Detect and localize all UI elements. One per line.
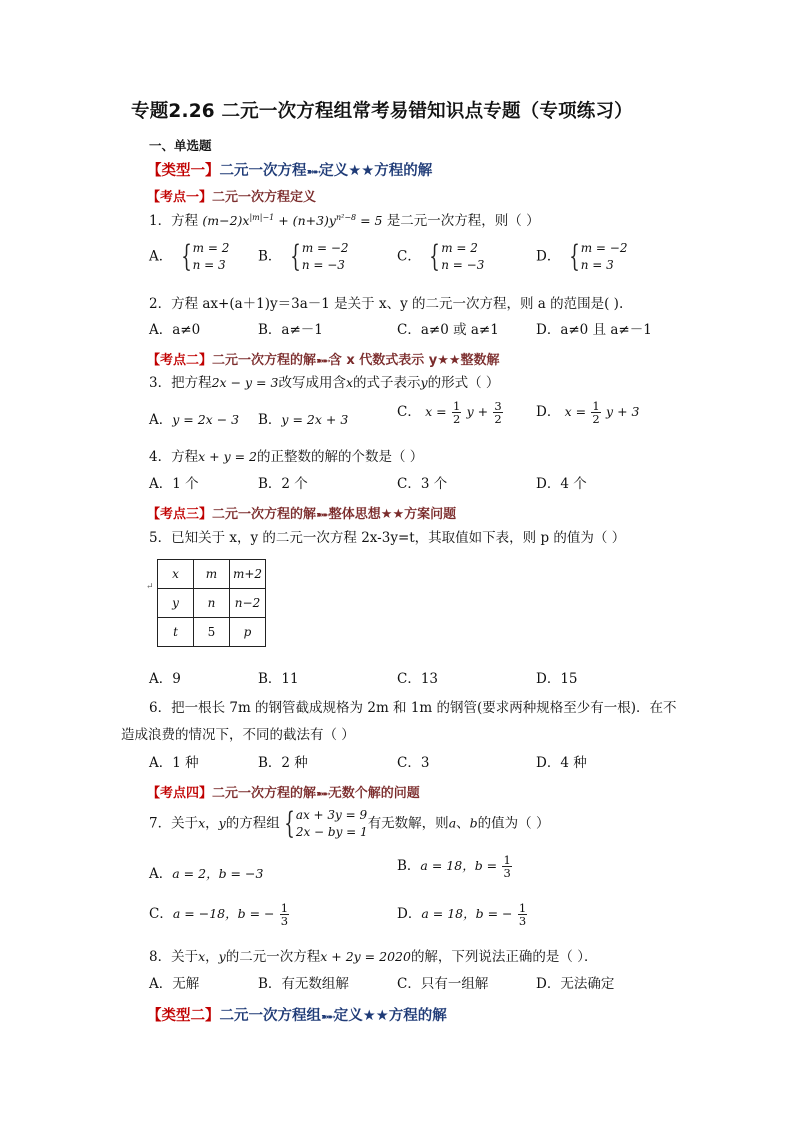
q6-option-a[interactable]: A．1 种 — [149, 755, 199, 771]
q3-option-d[interactable] — [536, 400, 639, 425]
q6-option-b[interactable]: B．2 种 — [258, 755, 308, 771]
equation-system: { m = −2 n = 3 — [568, 239, 628, 274]
q8-option-a[interactable]: A．无解 — [149, 976, 200, 992]
q5-option-a[interactable]: A．9 — [149, 671, 181, 687]
type-heading-1 — [147, 159, 432, 180]
table-row — [158, 589, 266, 618]
type-bracket: 【类型二】 — [147, 1008, 220, 1024]
type-heading-2 — [147, 1004, 447, 1025]
option-letter: B． — [258, 248, 282, 265]
point-rest: 含 x 代数式表示 y★★整数解 — [328, 353, 500, 368]
system-row-1: m = 2 — [441, 241, 478, 255]
system-row-2: n = −3 — [301, 258, 345, 272]
table-row — [158, 560, 266, 589]
page-title: 专题2.26 二元一次方程组常考易错知识点专题（专项练习） — [131, 101, 633, 122]
q8-stem-a: 8．关于 — [149, 949, 199, 965]
q1-expression: $(m-2)x^{|m|-1} + (n+3)y^{n^2-8} = 5$ — [202, 212, 383, 228]
fraction-denominator: 3 — [280, 914, 289, 928]
fraction — [452, 400, 461, 425]
option-expression: a = 2，b = −3 — [172, 866, 264, 881]
fraction-denominator: 2 — [592, 412, 600, 426]
q4-option-a[interactable]: A．1 个 — [149, 476, 199, 492]
point-label: 二元一次方程定义 — [212, 190, 317, 205]
type-rest: 定义★★方程的解 — [333, 1008, 447, 1024]
arrow-icon: ➽➼ — [321, 1012, 334, 1023]
q7-stem-a: 7．关于 — [149, 815, 199, 832]
q1-stem-a: 1．方程 — [149, 213, 199, 229]
fraction-numerator: 1 — [503, 853, 511, 867]
option-letter: B． — [397, 858, 421, 874]
point-heading-2 — [147, 349, 500, 368]
option-expression: x = — [425, 404, 447, 419]
table-cell: t — [158, 618, 194, 647]
type-bracket: 【类型一】 — [147, 163, 220, 179]
system-row-2: n = −3 — [441, 258, 485, 272]
q2-option-a[interactable]: A．a≠0 — [149, 322, 201, 338]
q7-option-b[interactable] — [397, 854, 513, 879]
q6-option-c[interactable]: C．3 — [397, 755, 430, 771]
q3-option-a[interactable] — [149, 408, 239, 428]
arrow-icon: ➽➼ — [316, 356, 329, 367]
fraction — [502, 854, 511, 879]
option-letter: A． — [149, 412, 173, 428]
q7-sep: ， — [205, 815, 219, 832]
fraction-numerator: 3 — [494, 399, 502, 413]
q1-option-c[interactable] — [397, 240, 484, 274]
q8-stem-c: 的解，下列说法正确的是（ ）． — [410, 949, 598, 965]
option-expression: y + — [466, 404, 489, 419]
system-row-2: 2x − by = 1 — [295, 825, 368, 839]
table-row — [158, 618, 266, 647]
q7-option-d[interactable] — [397, 902, 528, 927]
arrow-icon: ➽➼ — [306, 167, 320, 178]
arrow-icon: ➽➼ — [316, 789, 329, 800]
system-row-1: m = −2 — [301, 241, 349, 255]
q1-option-d[interactable] — [536, 240, 627, 274]
option-letter: C． — [397, 404, 421, 420]
equation-system: { m = −2 n = −3 — [290, 239, 349, 274]
point-heading-3 — [147, 503, 456, 522]
system-row-1: ax + 3y = 9 — [295, 808, 368, 822]
point-bracket: 【考点二】 — [147, 353, 213, 368]
point-label: 二元一次方程的解 — [212, 353, 317, 368]
point-bracket: 【考点一】 — [147, 190, 213, 205]
q2-option-b[interactable]: B．a≠－1 — [258, 322, 323, 338]
option-expression: a = 18，b = − — [421, 906, 513, 921]
option-expression: a = 18，b = — [420, 858, 498, 873]
q3-stem-d: 的形式（ ） — [427, 375, 500, 391]
q7-var-a: a — [448, 815, 457, 831]
q4-stem-b: 的正整数的解的个数是（ ） — [257, 449, 424, 465]
point-rest: 整体思想★★方案问题 — [328, 507, 457, 522]
option-letter: D． — [397, 906, 422, 922]
q1-stem-b: 是二元一次方程，则（ ） — [386, 213, 540, 229]
equation-system: { m = 2 n = −3 — [429, 239, 485, 274]
q3-var-x: x — [345, 375, 354, 390]
fraction-numerator: 1 — [452, 399, 461, 413]
point-label: 二元一次方程的解 — [212, 786, 317, 801]
point-label: 二元一次方程的解 — [212, 507, 317, 522]
q7-var-b: b — [469, 815, 478, 831]
table-cell: n — [194, 589, 230, 618]
q5-option-c[interactable]: C．13 — [397, 671, 439, 687]
q4-option-d[interactable]: D．4 个 — [536, 476, 587, 492]
question-4-stem — [149, 445, 423, 465]
table-cell: p — [230, 618, 266, 647]
option-expression: a = −18，b = − — [172, 906, 275, 921]
system-row-1: m = −2 — [580, 241, 628, 255]
q7-sep-2: 、 — [456, 815, 470, 832]
question-3-stem — [149, 371, 499, 391]
section-heading: 一、单选题 — [149, 138, 212, 153]
table-cell: m — [194, 560, 230, 589]
q8-sep: ， — [205, 949, 219, 965]
fraction-numerator: 1 — [518, 901, 527, 915]
q8-var-y: y — [218, 949, 226, 964]
value-table — [157, 559, 266, 647]
q7-var-x: x — [198, 815, 206, 831]
q8-option-d[interactable]: D．无法确定 — [536, 976, 615, 992]
table-cell: 5 — [194, 618, 230, 647]
equation-system: { m = 2 n = 3 — [180, 239, 230, 274]
q4-expression: x + y = 2 — [198, 449, 257, 464]
point-heading-1 — [147, 186, 316, 205]
fraction-denominator: 3 — [503, 866, 511, 880]
q7-option-c[interactable] — [149, 902, 290, 927]
option-letter: A． — [149, 866, 173, 882]
fraction-numerator: 1 — [592, 399, 600, 413]
fraction-denominator: 3 — [518, 914, 527, 928]
option-letter: A． — [149, 248, 173, 265]
question-5-stem: 5．已知关于 x，y 的二元一次方程 2x-3y=t，其取值如下表，则 p 的值为（ ） — [149, 530, 626, 546]
q7-stem-d: 的值为（ ） — [477, 815, 550, 832]
option-expression: y = 2x + 3 — [281, 412, 349, 427]
fraction — [493, 400, 502, 425]
table-cell: y — [158, 589, 194, 618]
equation-system: { ax + 3y = 9 2x − by = 1 — [284, 806, 368, 841]
q7-option-a[interactable] — [149, 862, 263, 882]
option-expression: x = — [564, 404, 587, 419]
point-heading-4 — [147, 782, 420, 801]
option-expression: y = 2x − 3 — [172, 412, 240, 427]
q3-option-b[interactable] — [258, 408, 348, 428]
fraction — [591, 400, 600, 425]
fraction-denominator: 2 — [452, 412, 461, 426]
q6-option-d[interactable]: D．4 种 — [536, 755, 587, 771]
question-2-stem: 2．方程 ax+(a＋1)y＝3a－1 是关于 x、y 的二元一次方程，则 a 的范围是( ). — [149, 296, 624, 312]
option-letter: C． — [149, 906, 173, 922]
table-cell: x — [158, 560, 194, 589]
q1-option-b[interactable] — [258, 240, 349, 274]
q4-stem-a: 4．方程 — [149, 449, 199, 465]
q2-option-c[interactable]: C．a≠0 或 a≠1 — [397, 322, 499, 338]
q3-stem-a: 3．把方程 — [149, 375, 212, 391]
point-bracket: 【考点三】 — [147, 507, 213, 522]
arrow-icon: ➽➼ — [316, 510, 329, 521]
system-row-1: m = 2 — [192, 241, 230, 255]
fraction-numerator: 1 — [280, 901, 289, 915]
q7-stem-c: 有无数解，则 — [367, 815, 449, 832]
question-6-line-1: 6．把一根长 7m 的钢管截成规格为 2m 和 1m 的钢管(要求两种规格至少有一根)．在不 — [149, 700, 677, 716]
q3-expression: 2x − y = 3 — [211, 375, 279, 390]
question-8-stem — [149, 945, 597, 965]
q3-stem-b: 改写成用含 — [278, 375, 346, 391]
q5-option-b[interactable]: B．11 — [258, 671, 299, 687]
q4-option-b[interactable]: B．2 个 — [258, 476, 308, 492]
fraction-denominator: 2 — [494, 412, 502, 426]
question-7-stem — [149, 807, 549, 841]
point-bracket: 【考点四】 — [147, 786, 213, 801]
q7-var-y: y — [218, 815, 226, 831]
type-label: 二元一次方程 — [219, 163, 307, 179]
question-6-line-2: 造成浪费的情况下，不同的截法有（ ） — [121, 727, 355, 743]
q1-option-a[interactable] — [149, 240, 229, 274]
option-letter: B． — [258, 412, 282, 428]
q8-option-c[interactable]: C．只有一组解 — [397, 976, 489, 992]
fraction — [280, 902, 289, 927]
system-row-2: n = 3 — [192, 258, 226, 272]
system-row-2: n = 3 — [580, 258, 614, 272]
q3-option-c[interactable] — [397, 400, 504, 425]
q8-stem-b: 的二元一次方程 — [225, 949, 321, 965]
q4-option-c[interactable]: C．3 个 — [397, 476, 448, 492]
option-expression: y + 3 — [606, 404, 640, 419]
q8-expression: x + 2y = 2020 — [320, 949, 411, 964]
q5-option-d[interactable]: D．15 — [536, 671, 578, 687]
fraction — [518, 902, 527, 927]
table-cell: m+2 — [230, 560, 266, 589]
point-rest: 无数个解的问题 — [328, 786, 420, 801]
option-letter: D． — [536, 248, 561, 265]
question-1-stem — [149, 209, 540, 229]
option-letter: D． — [536, 404, 561, 420]
type-label: 二元一次方程组 — [219, 1008, 321, 1024]
q8-var-x: x — [198, 949, 206, 964]
type-rest: 定义★★方程的解 — [319, 163, 433, 179]
q3-var-y: y — [420, 375, 428, 390]
q3-stem-c: 的式子表示 — [353, 375, 421, 391]
paragraph-mark-icon: ↵ — [146, 582, 154, 592]
q8-option-b[interactable]: B．有无数组解 — [258, 976, 349, 992]
q2-option-d[interactable]: D．a≠0 且 a≠－1 — [536, 322, 652, 338]
table-cell: n−2 — [230, 589, 266, 618]
option-letter: C． — [397, 248, 421, 265]
q7-stem-b: 的方程组 — [225, 815, 280, 832]
